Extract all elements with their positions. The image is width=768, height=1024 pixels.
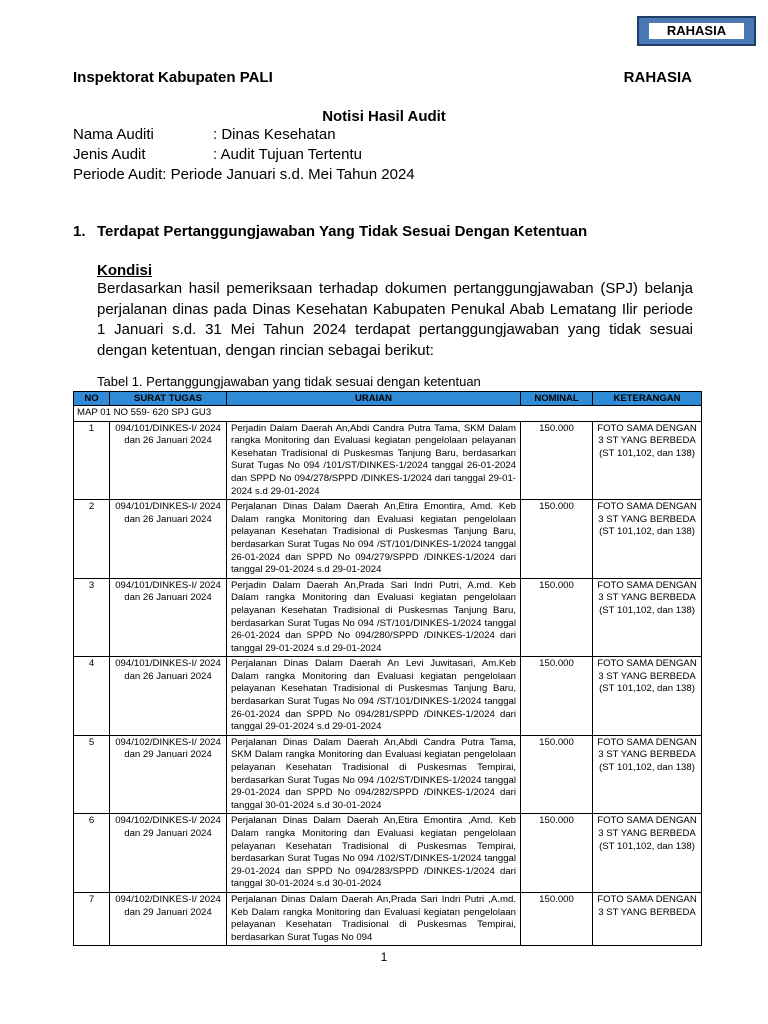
header-institution: Inspektorat Kabupaten PALI [73, 69, 273, 86]
cell-keterangan: FOTO SAMA DENGAN 3 ST YANG BERBEDA (ST 101,102, dan 138) [593, 421, 702, 500]
group-label: MAP 01 NO 559- 620 SPJ GU3 [74, 406, 702, 422]
page-number: 1 [380, 950, 388, 964]
kondisi-paragraph: Berdasarkan hasil pemeriksaan terhadap dokumen pertanggungjawaban (SPJ) belanja perjalanan dinas pada Dinas Kesehatan Kabupaten Penukal Abab Lematang Ilir periode 1 Januari s.d. 31 Mei Tahun 2024 terdapat pertanggungjawaban yang tidak sesuai dengan ketentuan, dengan rincian sebagai berikut: [97, 280, 693, 359]
cell-uraian: Perjalanan Dinas Dalam Daerah An,Prada Sari Indri Putri ,A.md. Keb Dalam rangka Monitoring dan Evaluasi kegiatan pengelolaan pelayanan Kesehatan Tradisional di Puskesmas Tempirai, berdasarkan Surat Tugas No 094 [227, 892, 521, 945]
cell-keterangan: FOTO SAMA DENGAN 3 ST YANG BERBEDA (ST 101,102, dan 138) [593, 578, 702, 657]
col-header-no: NO [74, 392, 110, 406]
stamp-label: RAHASIA [649, 23, 744, 39]
table-row [74, 578, 702, 657]
cell-nominal: 150.000 [521, 657, 593, 736]
cell-surat-tugas: 094/101/DINKES-I/ 2024 dan 26 Januari 2024 [110, 657, 227, 736]
classification-stamp [637, 16, 756, 46]
cell-nominal: 150.000 [521, 500, 593, 579]
table-row [74, 421, 702, 500]
cell-nominal: 150.000 [521, 814, 593, 893]
table-header-row [74, 392, 702, 406]
cell-nominal: 150.000 [521, 578, 593, 657]
cell-uraian: Perjalanan Dinas Dalam Daerah An Levi Juwitasari, Am.Keb Dalam rangka Monitoring dan Evaluasi kegiatan pengelolaan pelayanan Kesehatan Tradisional di Puskesmas Tanjung Baru, berdasarkan Surat Tugas No 094 /ST/101/DINKES-1/2024 tanggal 26-01-2024 dan SPPD No 094/281/SPPD /DINKES-1/2024 dari tanggal 29-01-2024 s.d 29-01-2024 [227, 657, 521, 736]
cell-keterangan: FOTO SAMA DENGAN 3 ST YANG BERBEDA (ST 101,102, dan 138) [593, 657, 702, 736]
table-row [74, 814, 702, 893]
cell-no: 7 [74, 892, 110, 945]
cell-keterangan: FOTO SAMA DENGAN 3 ST YANG BERBEDA [593, 892, 702, 945]
col-header-uraian: URAIAN [227, 392, 521, 406]
meta-period-value: Periode Januari s.d. Mei Tahun 2024 [170, 166, 415, 183]
cell-keterangan: FOTO SAMA DENGAN 3 ST YANG BERBEDA (ST 101,102, dan 138) [593, 814, 702, 893]
cell-nominal: 150.000 [521, 892, 593, 945]
cell-no: 2 [74, 500, 110, 579]
cell-uraian: Perjalanan Dinas Dalam Daerah An,Etira Emontira, Amd. Keb Dalam rangka Monitoring dan Evaluasi kegiatan pengelolaan pelayanan Kesehatan Tradisional di Puskesmas Tanjung Baru, berdasarkan Surat Tugas No 094 /ST/101/DINKES-1/2024 tanggal 26-01-2024 dan SPPD No 094/279/SPPD /DINKES-1/2024 dari tanggal 29-01-2024 s.d 29-01-2024 [227, 500, 521, 579]
cell-keterangan: FOTO SAMA DENGAN 3 ST YANG BERBEDA (ST 101,102, dan 138) [593, 735, 702, 814]
cell-keterangan: FOTO SAMA DENGAN 3 ST YANG BERBEDA (ST 101,102, dan 138) [593, 500, 702, 579]
meta-audit-type-value: : Audit Tujuan Tertentu [213, 146, 362, 163]
cell-surat-tugas: 094/101/DINKES-I/ 2024 dan 26 Januari 2024 [110, 500, 227, 579]
meta-audit-type-label: Jenis Audit [73, 146, 146, 163]
findings-table [73, 391, 702, 946]
cell-uraian: Perjadin Dalam Daerah An,Prada Sari Indri Putri, A.md. Keb Dalam rangka Monitoring dan Evaluasi kegiatan pengelolaan pelayanan Kesehatan Tradisional di Puskesmas Tanjung Baru, berdasarkan Surat Tugas No 094 /ST/101/DINKES-1/2024 tanggal 26-01-2024 dan SPPD No 094/280/SPPD /DINKES-1/2024 dari tanggal 29-01-2024 s.d 29-01-2024 [227, 578, 521, 657]
header-classification: RAHASIA [623, 69, 692, 86]
kondisi-heading: Kondisi [97, 262, 152, 279]
table-row [74, 892, 702, 945]
cell-nominal: 150.000 [521, 421, 593, 500]
meta-auditee [73, 126, 336, 143]
document-title: Notisi Hasil Audit [322, 108, 446, 125]
cell-surat-tugas: 094/101/DINKES-I/ 2024 dan 26 Januari 2024 [110, 578, 227, 657]
cell-surat-tugas: 094/102/DINKES-I/ 2024 dan 29 Januari 2024 [110, 814, 227, 893]
finding-heading [73, 223, 587, 240]
cell-no: 1 [74, 421, 110, 500]
cell-no: 6 [74, 814, 110, 893]
table-row [74, 500, 702, 579]
col-header-surat-tugas: SURAT TUGAS [110, 392, 227, 406]
table-row [74, 657, 702, 736]
finding-title: Terdapat Pertanggungjawaban Yang Tidak Sesuai Dengan Ketentuan [97, 223, 588, 240]
table-group-row [74, 406, 702, 422]
table-caption: Tabel 1. Pertanggungjawaban yang tidak sesuai dengan ketentuan [97, 374, 481, 389]
cell-nominal: 150.000 [521, 735, 593, 814]
finding-number: 1. [73, 223, 86, 240]
cell-uraian: Perjalanan Dinas Dalam Daerah An,Etira Emontira ,Amd. Keb Dalam rangka Monitoring dan Evaluasi kegiatan pengelolaan pelayanan Kesehatan Tradisional di Puskesmas Tempirai, berdasarkan Surat Tugas No 094 /102/ST/DINKES-1/2024 tanggal 29-01-2024 dan SPPD No 094/283/SPPD /DINKES-1/2024 dari tanggal 30-01-2024 s.d 30-01-2024 [227, 814, 521, 893]
cell-surat-tugas: 094/102/DINKES-I/ 2024 dan 29 Januari 2024 [110, 735, 227, 814]
cell-surat-tugas: 094/102/DINKES-I/ 2024 dan 29 Januari 2024 [110, 892, 227, 945]
meta-auditee-label: Nama Auditi [73, 126, 154, 143]
table-row [74, 735, 702, 814]
meta-period [73, 166, 415, 183]
meta-audit-type [73, 146, 362, 163]
meta-period-label: Periode Audit: [73, 166, 167, 183]
cell-no: 4 [74, 657, 110, 736]
meta-auditee-value: : Dinas Kesehatan [213, 126, 336, 143]
col-header-nominal: NOMINAL [521, 392, 593, 406]
cell-surat-tugas: 094/101/DINKES-I/ 2024 dan 26 Januari 2024 [110, 421, 227, 500]
cell-uraian: Perjadin Dalam Daerah An,Abdi Candra Putra Tama, SKM Dalam rangka Monitoring dan Evaluasi kegiatan pengelolaan pelayanan Kesehatan Tradisional di Puskesmas Tanjung Baru, berdasarkan Surat Tugas No 094 /101/ST/DINKES-1/2024 tanggal 26-01-2024 dan SPPD No 094/278/SPPD /DINKES-1/2024 dari tanggal 29-01-2024 s.d 29-01-2024 [227, 421, 521, 500]
cell-no: 3 [74, 578, 110, 657]
col-header-keterangan: KETERANGAN [593, 392, 702, 406]
cell-uraian: Perjalanan Dinas Dalam Daerah An,Abdi Candra Putra Tama, SKM Dalam rangka Monitoring dan Evaluasi kegiatan pengelolaan pelayanan Kesehatan Tradisional di Puskesmas Tempirai, berdasarkan Surat Tugas No 094 /102/ST/DINKES-1/2024 tanggal 29-01-2024 dan SPPD No 094/282/SPPD /DINKES-1/2024 dari tanggal 30-01-2024 s.d 30-01-2024 [227, 735, 521, 814]
cell-no: 5 [74, 735, 110, 814]
